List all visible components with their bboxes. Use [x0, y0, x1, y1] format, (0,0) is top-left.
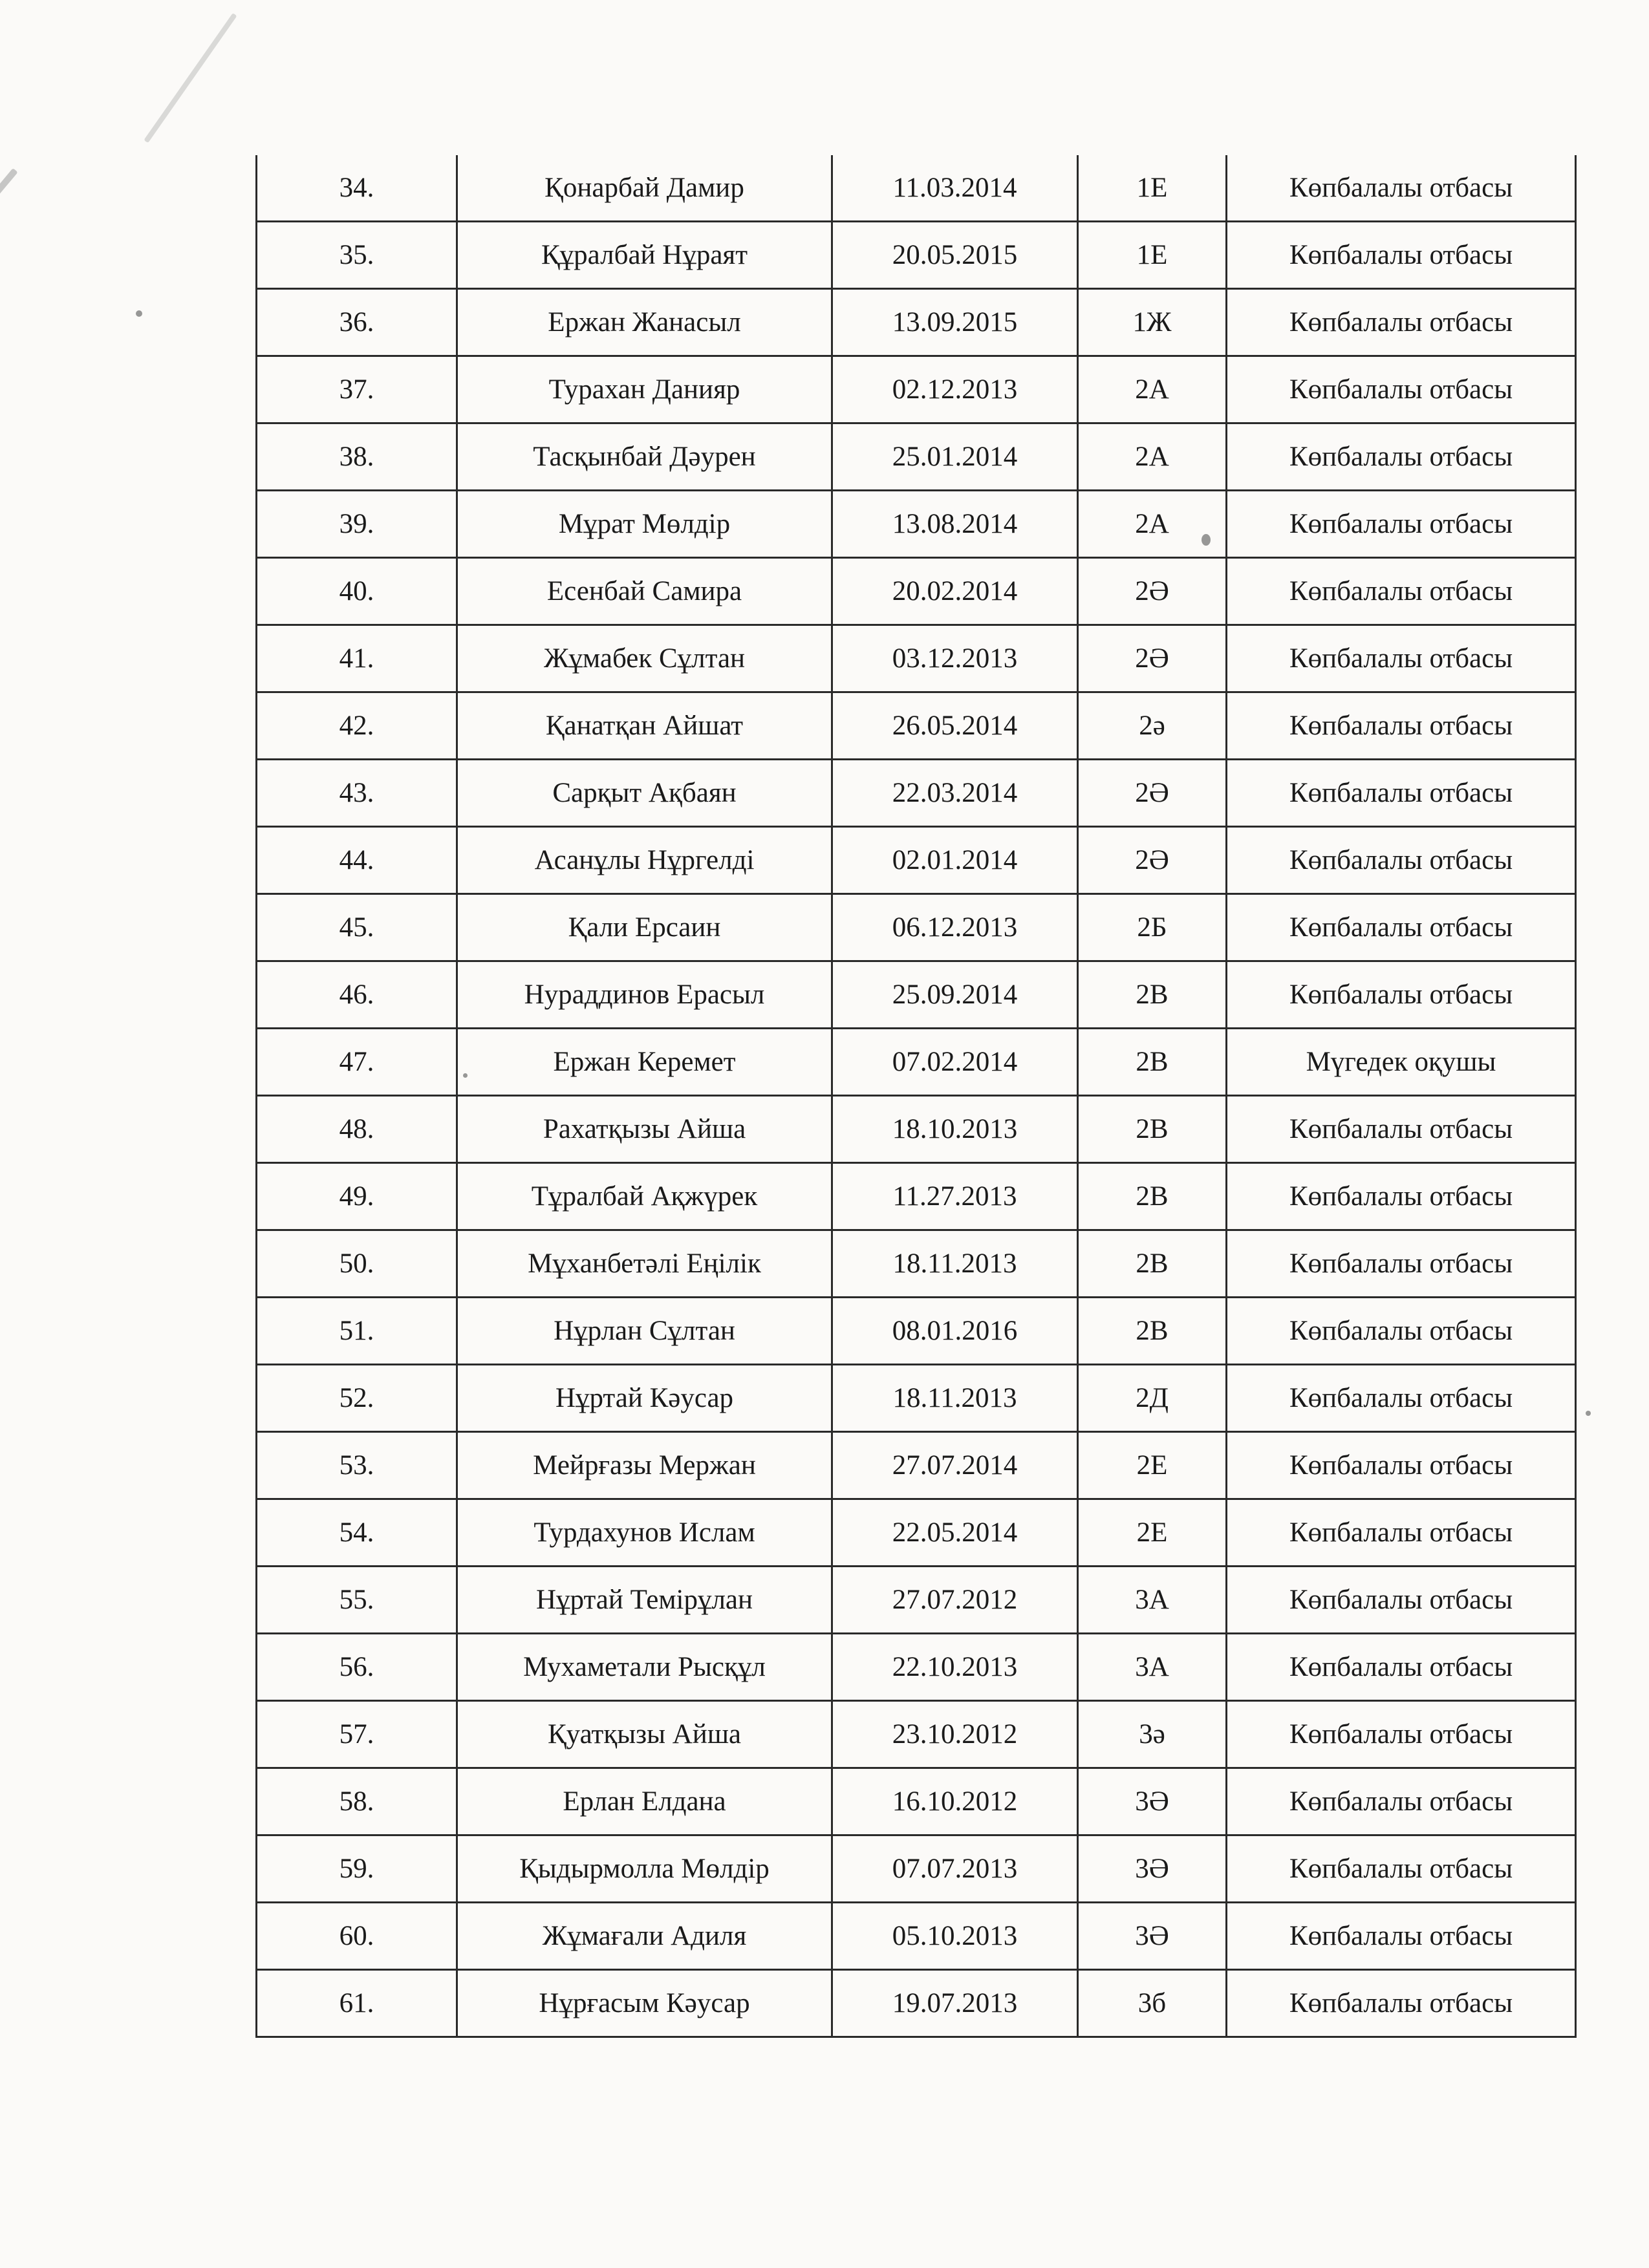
status-note-cell: Көпбалалы отбасы: [1227, 356, 1576, 423]
status-note-cell: Көпбалалы отбасы: [1227, 155, 1576, 222]
row-number-cell: 56.: [257, 1634, 457, 1701]
class-cell: 2А: [1078, 356, 1227, 423]
birth-date-cell: 23.10.2012: [832, 1701, 1078, 1768]
row-number-cell: 49.: [257, 1163, 457, 1230]
birth-date-cell: 11.27.2013: [832, 1163, 1078, 1230]
student-name-cell: Мұрат Мөлдір: [457, 491, 832, 558]
class-cell: 2Б: [1078, 894, 1227, 961]
status-note-cell: Көпбалалы отбасы: [1227, 558, 1576, 625]
student-name-cell: Құралбай Нұраят: [457, 222, 832, 289]
status-note-cell: Мүгедек оқушы: [1227, 1029, 1576, 1096]
class-cell: 3А: [1078, 1634, 1227, 1701]
row-number-cell: 60.: [257, 1903, 457, 1970]
table-row: [257, 356, 1576, 423]
birth-date-cell: 13.08.2014: [832, 491, 1078, 558]
row-number-cell: 34.: [257, 155, 457, 222]
status-note-cell: Көпбалалы отбасы: [1227, 1970, 1576, 2037]
scan-streak-2: [144, 13, 237, 143]
birth-date-cell: 18.11.2013: [832, 1230, 1078, 1298]
row-number-cell: 48.: [257, 1096, 457, 1163]
birth-date-cell: 22.03.2014: [832, 760, 1078, 827]
row-number-cell: 41.: [257, 625, 457, 692]
row-number-cell: 55.: [257, 1567, 457, 1634]
row-number-cell: 38.: [257, 423, 457, 491]
birth-date-cell: 20.02.2014: [832, 558, 1078, 625]
birth-date-cell: 03.12.2013: [832, 625, 1078, 692]
row-number-cell: 37.: [257, 356, 457, 423]
table-row: [257, 1634, 1576, 1701]
status-note-cell: Көпбалалы отбасы: [1227, 1230, 1576, 1298]
status-note-cell: Көпбалалы отбасы: [1227, 1567, 1576, 1634]
class-cell: 2Ә: [1078, 827, 1227, 894]
student-name-cell: Турахан Данияр: [457, 356, 832, 423]
class-cell: 3ә: [1078, 1701, 1227, 1768]
birth-date-cell: 16.10.2012: [832, 1768, 1078, 1835]
birth-date-cell: 19.07.2013: [832, 1970, 1078, 2037]
table-row: [257, 491, 1576, 558]
status-note-cell: Көпбалалы отбасы: [1227, 961, 1576, 1029]
student-name-cell: Нұрлан Сұлтан: [457, 1298, 832, 1365]
student-name-cell: Қанатқан Айшат: [457, 692, 832, 760]
table-row: [257, 289, 1576, 356]
status-note-cell: Көпбалалы отбасы: [1227, 692, 1576, 760]
birth-date-cell: 11.03.2014: [832, 155, 1078, 222]
student-table-container: [255, 155, 1575, 2038]
status-note-cell: Көпбалалы отбасы: [1227, 1499, 1576, 1567]
table-row: [257, 961, 1576, 1029]
class-cell: 2А: [1078, 423, 1227, 491]
student-name-cell: Тұралбай Ақжүрек: [457, 1163, 832, 1230]
class-cell: 3Ә: [1078, 1768, 1227, 1835]
birth-date-cell: 07.07.2013: [832, 1835, 1078, 1903]
birth-date-cell: 07.02.2014: [832, 1029, 1078, 1096]
status-note-cell: Көпбалалы отбасы: [1227, 423, 1576, 491]
row-number-cell: 52.: [257, 1365, 457, 1432]
table-row: [257, 1163, 1576, 1230]
birth-date-cell: 25.01.2014: [832, 423, 1078, 491]
row-number-cell: 54.: [257, 1499, 457, 1567]
status-note-cell: Көпбалалы отбасы: [1227, 1768, 1576, 1835]
birth-date-cell: 27.07.2012: [832, 1567, 1078, 1634]
class-cell: 2Ә: [1078, 625, 1227, 692]
status-note-cell: Көпбалалы отбасы: [1227, 760, 1576, 827]
student-name-cell: Есенбай Самира: [457, 558, 832, 625]
student-name-cell: Тасқынбай Дәурен: [457, 423, 832, 491]
status-note-cell: Көпбалалы отбасы: [1227, 1298, 1576, 1365]
birth-date-cell: 27.07.2014: [832, 1432, 1078, 1499]
table-row: [257, 558, 1576, 625]
table-row: [257, 760, 1576, 827]
student-name-cell: Қыдырмолла Мөлдір: [457, 1835, 832, 1903]
scan-speck: [136, 310, 142, 317]
birth-date-cell: 18.11.2013: [832, 1365, 1078, 1432]
student-name-cell: Нұртай Кәусар: [457, 1365, 832, 1432]
student-name-cell: Қонарбай Дамир: [457, 155, 832, 222]
row-number-cell: 47.: [257, 1029, 457, 1096]
table-row: [257, 1230, 1576, 1298]
row-number-cell: 43.: [257, 760, 457, 827]
status-note-cell: Көпбалалы отбасы: [1227, 491, 1576, 558]
student-table-body: [257, 155, 1576, 2037]
birth-date-cell: 20.05.2015: [832, 222, 1078, 289]
class-cell: 1Ж: [1078, 289, 1227, 356]
row-number-cell: 59.: [257, 1835, 457, 1903]
table-row: [257, 1768, 1576, 1835]
table-row: [257, 222, 1576, 289]
table-row: [257, 1432, 1576, 1499]
class-cell: 2В: [1078, 1298, 1227, 1365]
status-note-cell: Көпбалалы отбасы: [1227, 1835, 1576, 1903]
class-cell: 2Ә: [1078, 760, 1227, 827]
class-cell: 2Д: [1078, 1365, 1227, 1432]
class-cell: 2В: [1078, 1163, 1227, 1230]
class-cell: 2Е: [1078, 1499, 1227, 1567]
row-number-cell: 57.: [257, 1701, 457, 1768]
student-name-cell: Мұханбетәлі Еңілік: [457, 1230, 832, 1298]
table-row: [257, 692, 1576, 760]
birth-date-cell: 05.10.2013: [832, 1903, 1078, 1970]
birth-date-cell: 06.12.2013: [832, 894, 1078, 961]
scan-streak: [0, 168, 18, 301]
row-number-cell: 61.: [257, 1970, 457, 2037]
row-number-cell: 45.: [257, 894, 457, 961]
table-row: [257, 1970, 1576, 2037]
student-name-cell: Нұртай Темірұлан: [457, 1567, 832, 1634]
student-name-cell: Нураддинов Ерасыл: [457, 961, 832, 1029]
class-cell: 2В: [1078, 1230, 1227, 1298]
table-row: [257, 1903, 1576, 1970]
student-name-cell: Сарқыт Ақбаян: [457, 760, 832, 827]
table-row: [257, 1029, 1576, 1096]
status-note-cell: Көпбалалы отбасы: [1227, 1163, 1576, 1230]
birth-date-cell: 26.05.2014: [832, 692, 1078, 760]
table-row: [257, 1298, 1576, 1365]
row-number-cell: 51.: [257, 1298, 457, 1365]
row-number-cell: 40.: [257, 558, 457, 625]
birth-date-cell: 25.09.2014: [832, 961, 1078, 1029]
table-row: [257, 1835, 1576, 1903]
table-row: [257, 1096, 1576, 1163]
student-name-cell: Қуатқызы Айша: [457, 1701, 832, 1768]
student-name-cell: Мухаметали Рысқұл: [457, 1634, 832, 1701]
student-name-cell: Ерлан Елдана: [457, 1768, 832, 1835]
birth-date-cell: 13.09.2015: [832, 289, 1078, 356]
table-row: [257, 423, 1576, 491]
student-name-cell: Жұмағали Адиля: [457, 1903, 832, 1970]
student-name-cell: Ержан Керемет: [457, 1029, 832, 1096]
student-name-cell: Ержан Жанасыл: [457, 289, 832, 356]
status-note-cell: Көпбалалы отбасы: [1227, 894, 1576, 961]
row-number-cell: 53.: [257, 1432, 457, 1499]
row-number-cell: 46.: [257, 961, 457, 1029]
status-note-cell: Көпбалалы отбасы: [1227, 1634, 1576, 1701]
status-note-cell: Көпбалалы отбасы: [1227, 1432, 1576, 1499]
status-note-cell: Көпбалалы отбасы: [1227, 1365, 1576, 1432]
class-cell: 3Ә: [1078, 1835, 1227, 1903]
student-name-cell: Мейрғазы Мержан: [457, 1432, 832, 1499]
table-row: [257, 1701, 1576, 1768]
table-row: [257, 625, 1576, 692]
status-note-cell: Көпбалалы отбасы: [1227, 827, 1576, 894]
class-cell: 2Е: [1078, 1432, 1227, 1499]
table-row: [257, 827, 1576, 894]
row-number-cell: 36.: [257, 289, 457, 356]
row-number-cell: 58.: [257, 1768, 457, 1835]
status-note-cell: Көпбалалы отбасы: [1227, 222, 1576, 289]
row-number-cell: 35.: [257, 222, 457, 289]
birth-date-cell: 08.01.2016: [832, 1298, 1078, 1365]
class-cell: 2В: [1078, 1096, 1227, 1163]
status-note-cell: Көпбалалы отбасы: [1227, 625, 1576, 692]
class-cell: 1Е: [1078, 155, 1227, 222]
status-note-cell: Көпбалалы отбасы: [1227, 289, 1576, 356]
table-row: [257, 894, 1576, 961]
birth-date-cell: 22.10.2013: [832, 1634, 1078, 1701]
class-cell: 2А: [1078, 491, 1227, 558]
student-name-cell: Рахатқызы Айша: [457, 1096, 832, 1163]
student-table: [255, 155, 1577, 2038]
student-name-cell: Жұмабек Сұлтан: [457, 625, 832, 692]
student-name-cell: Қали Ерсаин: [457, 894, 832, 961]
class-cell: 3б: [1078, 1970, 1227, 2037]
table-row: [257, 155, 1576, 222]
student-name-cell: Нұрғасым Кәусар: [457, 1970, 832, 2037]
class-cell: 3А: [1078, 1567, 1227, 1634]
birth-date-cell: 02.01.2014: [832, 827, 1078, 894]
row-number-cell: 44.: [257, 827, 457, 894]
student-name-cell: Асанұлы Нұргелді: [457, 827, 832, 894]
scan-speck: [1586, 1411, 1591, 1416]
row-number-cell: 39.: [257, 491, 457, 558]
status-note-cell: Көпбалалы отбасы: [1227, 1701, 1576, 1768]
class-cell: 3Ә: [1078, 1903, 1227, 1970]
class-cell: 1Е: [1078, 222, 1227, 289]
table-row: [257, 1499, 1576, 1567]
class-cell: 2В: [1078, 1029, 1227, 1096]
class-cell: 2Ә: [1078, 558, 1227, 625]
row-number-cell: 42.: [257, 692, 457, 760]
table-row: [257, 1567, 1576, 1634]
birth-date-cell: 02.12.2013: [832, 356, 1078, 423]
birth-date-cell: 18.10.2013: [832, 1096, 1078, 1163]
table-row: [257, 1365, 1576, 1432]
row-number-cell: 50.: [257, 1230, 457, 1298]
status-note-cell: Көпбалалы отбасы: [1227, 1096, 1576, 1163]
status-note-cell: Көпбалалы отбасы: [1227, 1903, 1576, 1970]
class-cell: 2В: [1078, 961, 1227, 1029]
class-cell: 2ә: [1078, 692, 1227, 760]
birth-date-cell: 22.05.2014: [832, 1499, 1078, 1567]
student-name-cell: Турдахунов Ислам: [457, 1499, 832, 1567]
